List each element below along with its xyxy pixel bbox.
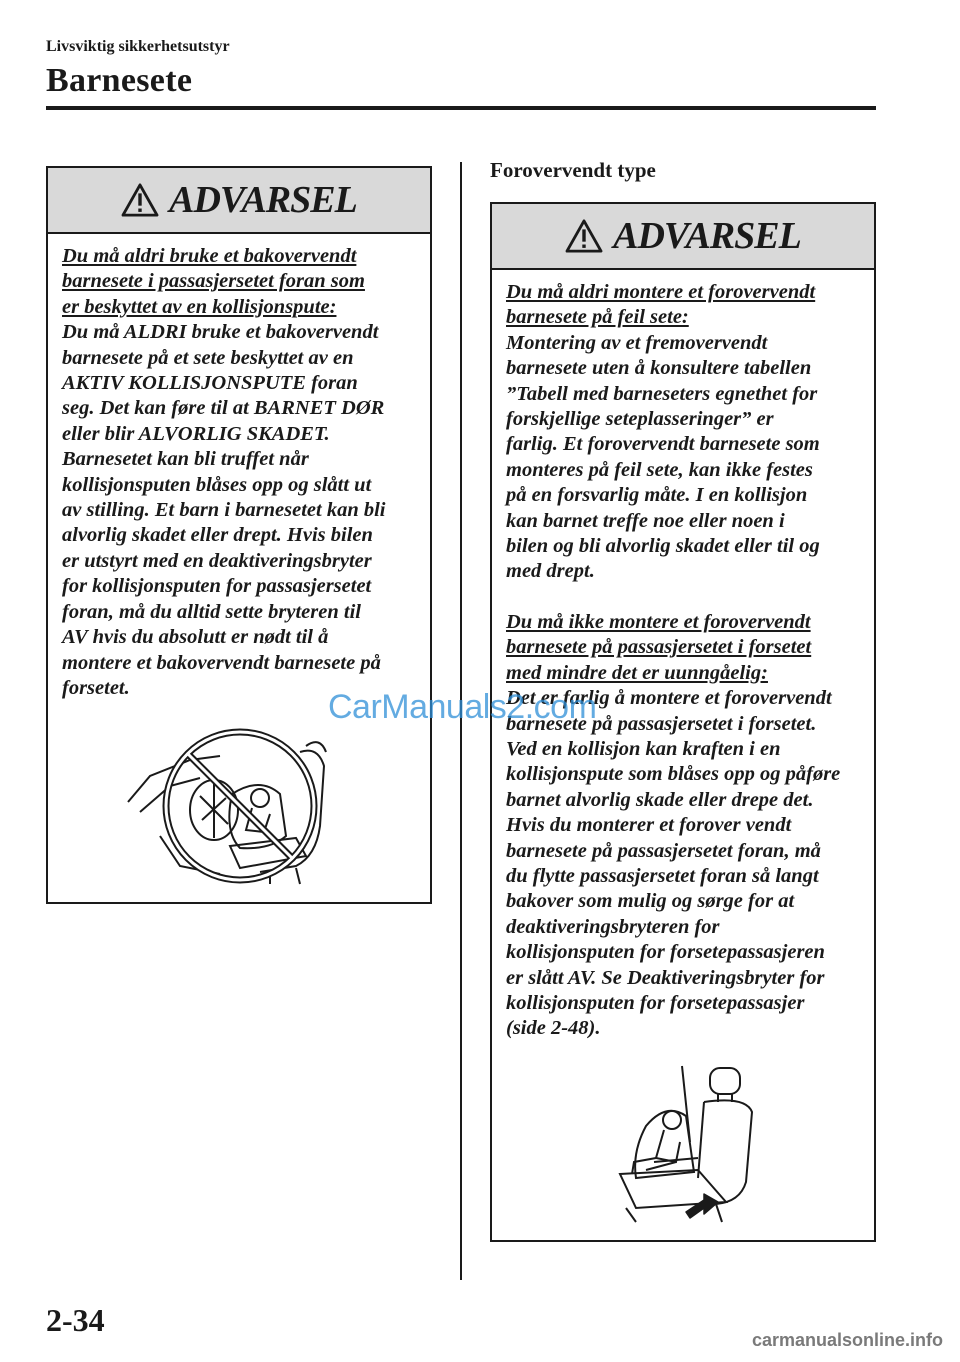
right-warning-header (492, 204, 874, 270)
rear-facing-seat-prohibited-illustration (120, 716, 360, 886)
right-warning-title: ADVARSEL (613, 215, 801, 257)
right-warning-body (492, 270, 874, 1042)
title-rule (46, 106, 876, 110)
left-warning-body (48, 234, 430, 701)
right-warning-heading-2: Du må ikke montere et forovervendt barnesete på passasjersetet i forsetet med mindre det er uunngåelig: (506, 610, 812, 684)
page-title: Barnesete (46, 62, 193, 99)
warning-triangle-icon (565, 219, 603, 253)
section-label: Livsviktig sikkerhetsutstyr (46, 38, 230, 55)
paragraph-gap (506, 585, 860, 610)
left-warning-heading: Du må aldri bruke et bakovervendt barnesete i passasjersetet foran som er beskyttet av en kollisjonspute: (62, 245, 365, 318)
page-number: 2-34 (46, 1302, 105, 1338)
left-warning-text: Du må ALDRI bruke et bakovervendt barnesete på et sete beskyttet av en AKTIV KOLLISJONSPUTE foran seg. Det kan føre til at BARNET DØR eller blir ALVORLIG SKADET. Barnesetet kan bli truffet når kollisjonsputen blåses opp og slått ut av stilling. Et barn i barnesetet kan bli alvorlig skadet eller drept. Hvis bilen er utstyrt med en deaktiveringsbryter for kollisjonsputen for passasjersetet foran, må du alltid sette bryteren til AV hvis du absolutt er nødt til å montere et bakovervendt barnesete på forsetet. (62, 321, 386, 699)
site-mark: carmanualsonline.info (752, 1330, 944, 1350)
right-warning-text-2: Det er farlig å montere et forovervendt barnesete på passasjersetet i forsetet. Ved en kollisjon kan kraften i en kollisjonspute som blåses opp og påføre barnet alvorlig skade eller drepe det. Hvis du monterer et forover vendt barnesete på passasjersetet foran, må du flytte passasjersetet foran så langt bakover som mulig og sørge for at deaktiveringsbryteren for kollisjonsputen for forsetepassasjeren er slått AV. Se Deaktiveringsbryter for kollisjonsputen for forsetepassasjer (side 2-48). (506, 687, 841, 1040)
left-warning-header (48, 168, 430, 234)
forward-facing-seat-illustration (606, 1062, 776, 1224)
warning-triangle-icon (121, 183, 159, 217)
left-warning-title: ADVARSEL (169, 179, 357, 221)
forward-facing-heading: Forovervendt type (490, 158, 656, 182)
watermark: CarManuals2.com (328, 688, 597, 726)
right-warning-text-1: Montering av et fremovervendt barnesete uten å konsultere tabellen ”Tabell med barneseters egnethet for forskjellige seteplasseringer” er farlig. Et forovervendt barnesete som monteres på feil sete, kan ikke festes på en forsvarlig måte. I en kollisjon kan barnet treffe noe eller noen i bilen og bli alvorlig skadet eller til og med drept. (506, 331, 820, 583)
right-warning-heading-1: Du må aldri montere et forovervendt barnesete på feil sete: (506, 281, 816, 329)
rearward-arrow-icon (686, 1194, 718, 1218)
